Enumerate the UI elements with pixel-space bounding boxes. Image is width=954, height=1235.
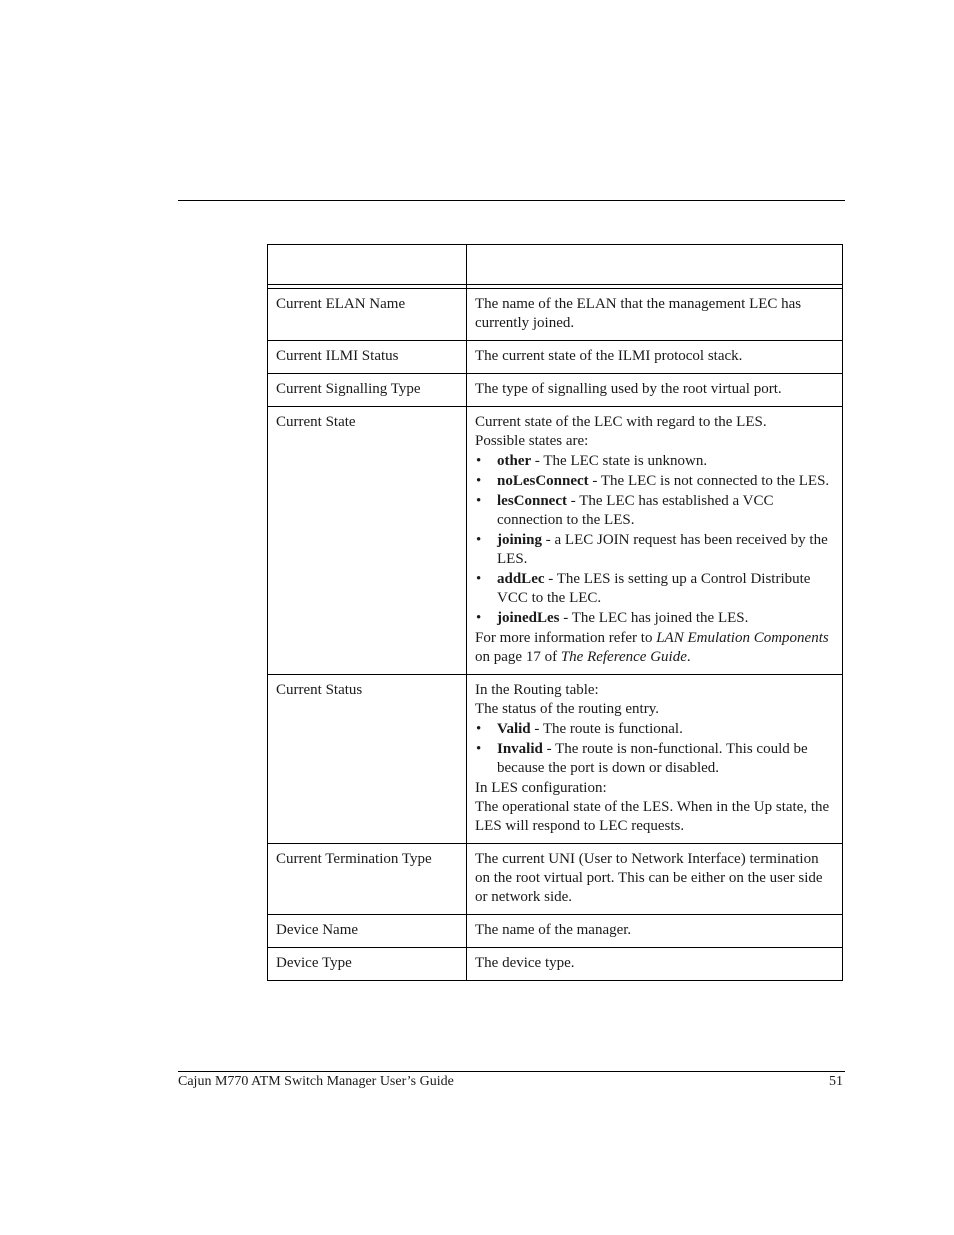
- row-description: [467, 675, 843, 844]
- row-term: Device Name: [268, 915, 467, 948]
- desc-line: Current state of the LEC with regard to the LES.: [475, 414, 767, 430]
- status-list: [475, 720, 834, 778]
- row-description: [467, 407, 843, 675]
- header-cell-description: [467, 245, 843, 285]
- row-term: Current ILMI Status: [268, 341, 467, 374]
- row-term: Current Status: [268, 675, 467, 844]
- table-row: [268, 915, 843, 948]
- table-row: [268, 407, 843, 675]
- row-description: The type of signalling used by the root virtual port.: [467, 374, 843, 407]
- list-item: [475, 740, 834, 778]
- row-description: The name of the ELAN that the management LEC has currently joined.: [467, 289, 843, 341]
- table-row: [268, 948, 843, 981]
- reference-prefix: For more information refer to: [475, 630, 657, 646]
- header-rule: [178, 200, 845, 201]
- desc-line: The status of the routing entry.: [475, 701, 659, 717]
- row-term: Current ELAN Name: [268, 289, 467, 341]
- table-row: [268, 341, 843, 374]
- row-description: The current state of the ILMI protocol stack.: [467, 341, 843, 374]
- footer-rule: [178, 1071, 845, 1072]
- status-text: - The route is functional.: [530, 721, 683, 737]
- row-term: Current Signalling Type: [268, 374, 467, 407]
- list-item: [475, 472, 834, 491]
- state-list: [475, 452, 834, 628]
- state-key: other: [497, 453, 532, 469]
- list-item: [475, 570, 834, 608]
- row-description: The name of the manager.: [467, 915, 843, 948]
- reference-link[interactable]: LAN Emulation Components: [656, 630, 829, 646]
- list-item: [475, 492, 834, 530]
- state-key: joinedLes: [497, 610, 560, 626]
- list-item: [475, 609, 834, 628]
- footer-title: Cajun M770 ATM Switch Manager User’s Guide: [178, 1074, 454, 1089]
- state-key: joining: [497, 532, 543, 548]
- state-text: - The LEC state is unknown.: [531, 453, 708, 469]
- table-row: [268, 289, 843, 341]
- row-description: The device type.: [467, 948, 843, 981]
- state-key: addLec: [497, 571, 545, 587]
- reference-mid: on page 17 of: [475, 649, 561, 665]
- table-row: [268, 675, 843, 844]
- status-text: - The route is non-functional. This could be because the port is down or disabled.: [497, 741, 808, 776]
- state-text: - The LEC has joined the LES.: [559, 610, 749, 626]
- table-header-row: [268, 245, 843, 285]
- status-key: Valid: [497, 721, 531, 737]
- header-cell-parameter: [268, 245, 467, 285]
- list-item: [475, 720, 834, 739]
- reference-book: The Reference Guide: [560, 649, 687, 665]
- list-item: [475, 531, 834, 569]
- row-term: Current State: [268, 407, 467, 675]
- table-row: [268, 374, 843, 407]
- desc-line: Possible states are:: [475, 433, 589, 449]
- state-key: lesConnect: [497, 493, 567, 509]
- state-key: noLesConnect: [497, 473, 589, 489]
- table-row: [268, 844, 843, 915]
- row-term: Current Termination Type: [268, 844, 467, 915]
- row-term: Device Type: [268, 948, 467, 981]
- list-item: [475, 452, 834, 471]
- state-text: - The LES is setting up a Control Distribute VCC to the LEC.: [497, 571, 811, 606]
- state-text: - The LEC has established a VCC connection to the LES.: [497, 493, 774, 528]
- desc-line: The operational state of the LES. When in the Up state, the LES will respond to LEC requests.: [475, 799, 830, 834]
- row-description: The current UNI (User to Network Interface) termination on the root virtual port. This can be either on the user side or network side.: [467, 844, 843, 915]
- state-text: - The LEC is not connected to the LES.: [588, 473, 830, 489]
- state-text: - a LEC JOIN request has been received by the LES.: [497, 532, 828, 567]
- desc-line: In LES configuration:: [475, 780, 607, 796]
- desc-line: In the Routing table:: [475, 682, 599, 698]
- reference-end: .: [686, 649, 691, 665]
- parameter-table: [267, 244, 842, 981]
- status-key: Invalid: [497, 741, 543, 757]
- page-number: 51: [829, 1074, 843, 1089]
